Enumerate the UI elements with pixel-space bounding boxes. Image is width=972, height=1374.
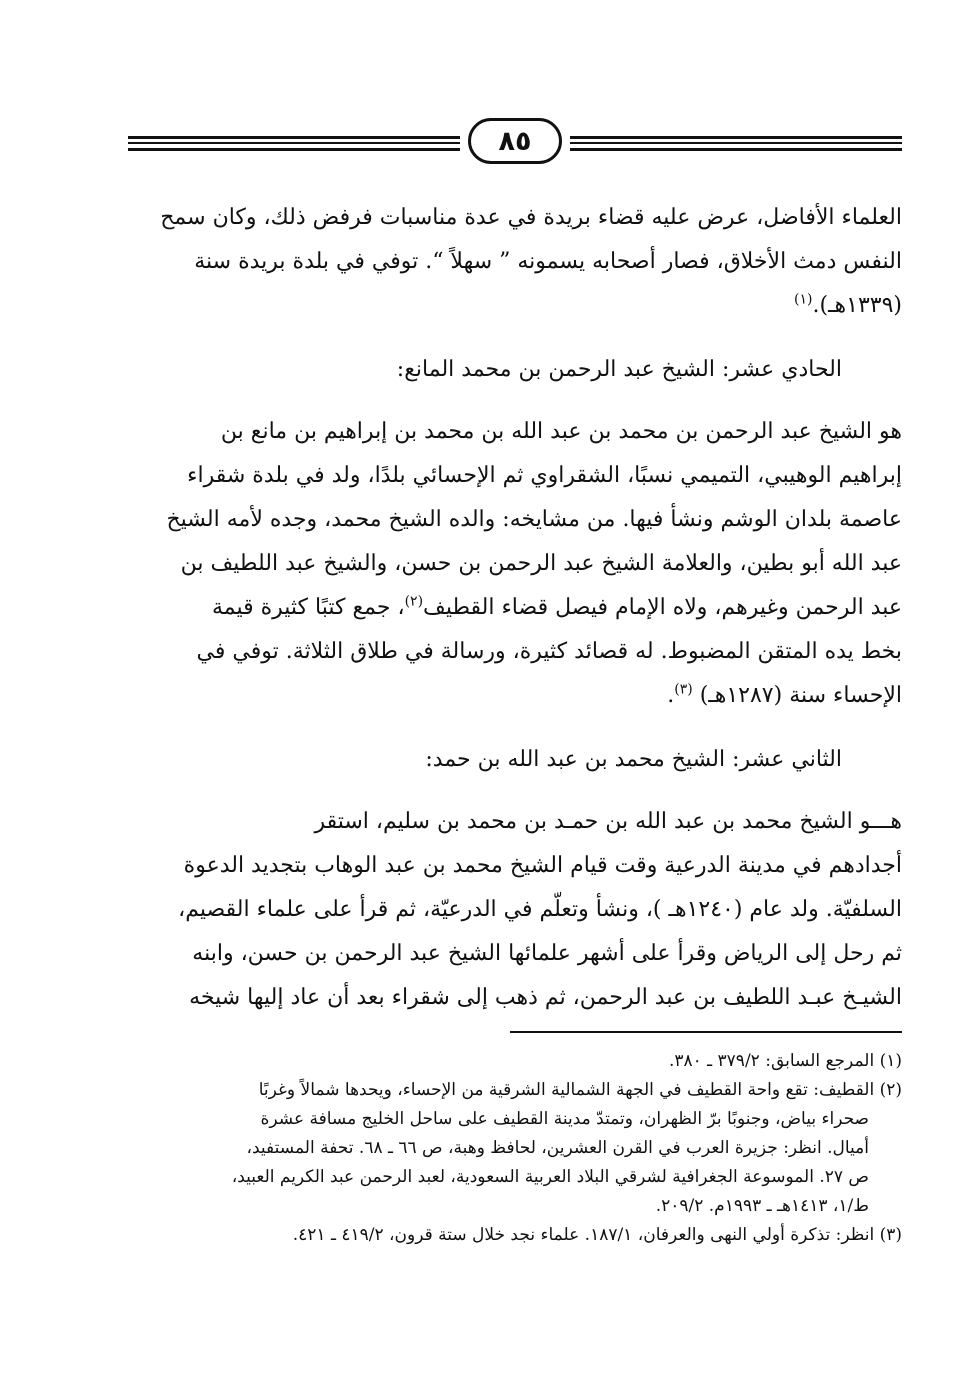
text-fragment: عبد الرحمن وغيرهم، ولاه الإمام فيصل قضاء القطيف	[423, 595, 902, 620]
text-line: هـــو الشيخ محمد بن عبد الله بن حمـد بن محمد بن سليم، استقر	[314, 809, 902, 834]
footnote-3: (٣) انظر: تذكرة أولي النهى والعرفان، ١٨٧/١. علماء نجد خلال ستة قرون، ٤١٩/٢ ـ ٤٢١.	[292, 1225, 902, 1245]
main-text	[128, 196, 902, 1020]
page-header	[128, 118, 902, 166]
footnotes	[128, 1047, 902, 1250]
paragraph-continuation	[128, 196, 902, 328]
text-line	[128, 284, 902, 328]
section-heading-11: الحادي عشر: الشيخ عبد الرحمن بن محمد المانع:	[396, 357, 842, 382]
text-line	[128, 586, 902, 630]
text-line: أجدادهم في مدينة الدرعية وقت قيام الشيخ محمد بن عبد الوهاب بتجديد الدعوة	[183, 853, 902, 878]
text-line: هو الشيخ عبد الرحمن بن محمد بن عبد الله بن محمد بن إبراهيم بن مانع بن	[220, 419, 902, 444]
footnote-2-line: (٢) القطيف: تقع واحة القطيف في الجهة الشمالية الشرقية من الإحساء، ويحدها شمالاً وغربًا	[258, 1080, 902, 1100]
text-line: عاصمة بلدان الوشم ونشأ فيها. من مشايخه: والده الشيخ محمد، وجده لأمه الشيخ	[166, 507, 902, 532]
paragraph-bin-hamad	[128, 800, 902, 1020]
paragraph-al-mani	[128, 410, 902, 718]
header-rule-left-top	[128, 136, 460, 139]
text-line: إبراهيم الوهيبي، التميمي نسبًا، الشقراوي ثم الإحسائي بلدًا، ولد في بلدة شقراء	[187, 463, 902, 488]
header-rule-right-bottom	[570, 148, 902, 151]
header-rule-right-top	[570, 136, 902, 139]
text-line: النفس دمث الأخلاق، فصار أصحابه يسمونه ” سهلاً “. توفي في بلدة بريدة سنة	[194, 249, 902, 274]
page-number-frame	[468, 118, 562, 164]
text-fragment: (١٣٣٩هـ).	[812, 293, 902, 318]
page-number: ٨٥	[498, 125, 532, 157]
text-fragment: ، جمع كتبًا كثيرة قيمة	[211, 595, 405, 620]
footnote-separator	[510, 1031, 902, 1033]
text-line: بخط يده المتقن المضبوط. له قصائد كثيرة، ورسالة في طلاق الثلاثة. توفي في	[196, 639, 902, 664]
text-line: عبد الله أبو بطين، والعلامة الشيخ عبد الرحمن بن حسن، والشيخ عبد اللطيف بن	[180, 551, 902, 576]
footnote-reference: (٢)	[404, 593, 424, 610]
text-line: ثم رحل إلى الرياض وقرأ على أشهر علمائها الشيخ عبد الرحمن بن حسن، وابنه	[192, 941, 902, 966]
footnote-2-line: صحراء بياض، وجنوبًا برّ الظهران، وتمتدّ مدينة القطيف على ساحل الخليج مسافة عشرة	[260, 1109, 869, 1129]
header-rule-right-middle	[570, 142, 902, 144]
footnote-reference: (٣)	[674, 681, 693, 698]
footnote-2-line: ط/١، ١٤١٣هـ ـ ١٩٩٣م. ٢٠٩/٢.	[655, 1196, 869, 1216]
section-heading-12: الثاني عشر: الشيخ محمد بن عبد الله بن حمد:	[425, 747, 842, 772]
footnote-1: (١) المرجع السابق: ٣٧٩/٢ ـ ٣٨٠.	[668, 1051, 902, 1071]
text-line: الشيـخ عبـد اللطيف بن عبد الرحمن، ثم ذهب إلى شقراء بعد أن عاد إليها شيخه	[189, 985, 902, 1010]
text-fragment: الإحساء سنة (١٢٨٧هـ)	[699, 683, 902, 708]
header-rule-left-middle	[128, 142, 460, 144]
footnote-reference: (١)	[794, 291, 813, 308]
footnote-2-line: ص ٢٧. الموسوعة الجغرافية لشرقي البلاد العربية السعودية، لعبد الرحمن عبد الكريم العبيد،	[231, 1167, 869, 1187]
text-line: السلفيّة. ولد عام (١٢٤٠هـ )، ونشأ وتعلّم في الدرعيّة، ثم قرأ على علماء القصيم،	[178, 897, 902, 922]
header-rule-left-bottom	[128, 148, 460, 151]
text-line: العلماء الأفاضل، عرض عليه قضاء بريدة في عدة مناسبات فرفض ذلك، وكان سمح	[160, 205, 902, 230]
text-fragment: .	[667, 683, 675, 708]
footnote-2-line: أميال. انظر: جزيرة العرب في القرن العشرين، لحافظ وهبة، ص ٦٦ ـ ٦٨. تحفة المستفيد،	[246, 1138, 869, 1158]
text-line	[128, 674, 902, 718]
